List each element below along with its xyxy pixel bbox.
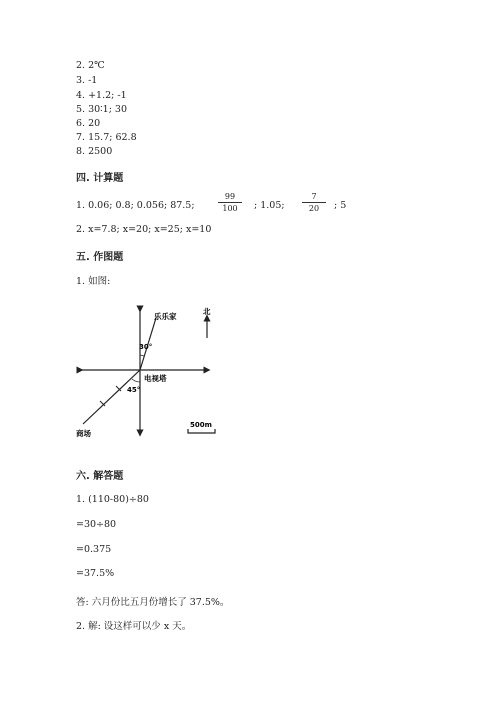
answer-6: 6. 20 xyxy=(76,118,101,129)
line-to-mall xyxy=(83,370,140,424)
answer-2: 2. 2℃ xyxy=(76,60,105,71)
fraction-denominator: 100 xyxy=(222,204,238,213)
label-scale: 500m xyxy=(190,421,212,429)
answer-7: 7. 15.7; 62.8 xyxy=(76,132,137,143)
section-5-title: 五. 作图题 xyxy=(76,252,124,263)
scale-bar xyxy=(188,429,215,433)
section-4-title: 四. 计算题 xyxy=(76,173,124,184)
section-6-answer: 答: 六月份比五月份增长了 37.5%。 xyxy=(76,597,230,608)
label-tv-tower: 电视塔 xyxy=(144,374,167,383)
section-4-q1-part-a: 1. 0.06; 0.8; 0.056; 87.5; xyxy=(76,200,195,211)
label-lele-home: 乐乐家 xyxy=(154,312,177,321)
section-6-title: 六. 解答题 xyxy=(76,471,124,482)
fraction-denominator: 20 xyxy=(308,204,320,213)
section-6-line-3: =0.375 xyxy=(76,544,112,555)
label-angle-30: 30° xyxy=(139,343,153,351)
section-6-line-1: 1. (110-80)÷80 xyxy=(76,494,149,505)
section-6-line-4: =37.5% xyxy=(76,568,115,579)
label-mall: 商场 xyxy=(76,429,91,438)
section-4-q2: 2. x=7.8; x=20; x=25; x=10 xyxy=(76,224,212,235)
label-angle-45: 45° xyxy=(127,386,141,394)
fraction-numerator: 7 xyxy=(311,192,317,201)
section-5-q1: 1. 如图: xyxy=(76,276,111,287)
fraction-bar xyxy=(218,202,242,203)
section-4-q1-part-b: ; 1.05; xyxy=(254,200,285,211)
answer-4: 4. +1.2; -1 xyxy=(76,90,127,101)
section-6-line-2: =30÷80 xyxy=(76,519,117,530)
angle-arc-45 xyxy=(132,379,140,382)
section-6-line-6: 2. 解: 设这样可以少 x 天。 xyxy=(76,621,192,632)
fraction-bar xyxy=(302,202,326,203)
answer-3: 3. -1 xyxy=(76,75,98,86)
angle-arc-30 xyxy=(140,355,144,356)
answer-8: 8. 2500 xyxy=(76,146,113,157)
fraction-99-100 xyxy=(218,192,242,213)
fraction-7-20 xyxy=(302,192,326,213)
answer-5: 5. 30∶1; 30 xyxy=(76,104,127,115)
fraction-numerator: 99 xyxy=(224,192,236,201)
section-4-q1-part-c: ; 5 xyxy=(334,200,347,211)
direction-diagram xyxy=(70,300,230,440)
label-north: 北 xyxy=(203,307,211,316)
